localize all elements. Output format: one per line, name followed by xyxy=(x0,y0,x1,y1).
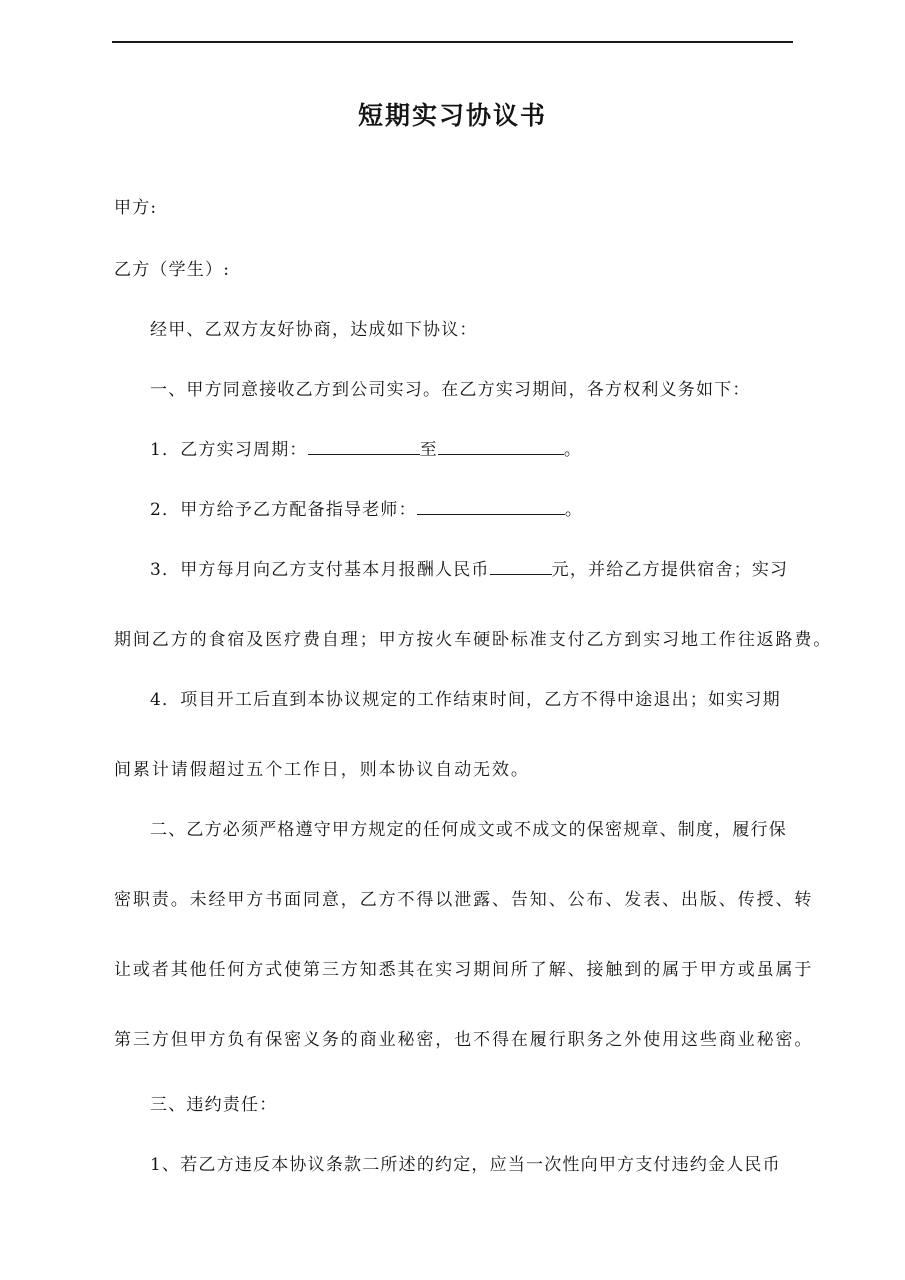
section-2-line-2: 密职责。未经甲方书面同意，乙方不得以泄露、告知、公布、发表、出版、传授、转 xyxy=(114,890,814,910)
section-1-heading: 一、甲方同意接收乙方到公司实习。在乙方实习期间，各方权利义务如下： xyxy=(150,380,751,400)
mentor-name-blank[interactable] xyxy=(417,498,565,515)
section-1-item-4-continued: 间累计请假超过五个工作日，则本协议自动无效。 xyxy=(114,760,530,780)
item-3-prefix: 3．甲方每月向乙方支付基本月报酬人民币 xyxy=(150,560,490,580)
item-2-prefix: 2．甲方给予乙方配备指导老师： xyxy=(150,500,417,520)
section-1-item-3-continued: 期间乙方的食宿及医疗费自理；甲方按火车硬卧标准支付乙方到实习地工作往返路费。 xyxy=(114,630,833,650)
section-3-heading: 三、违约责任： xyxy=(150,1095,278,1115)
document-title: 短期实习协议书 xyxy=(357,101,547,130)
internship-end-blank[interactable] xyxy=(438,438,564,455)
item-1-middle: 至 xyxy=(419,440,438,460)
item-1-prefix: 1．乙方实习周期： xyxy=(150,440,308,460)
party-b-label: 乙方（学生）: xyxy=(114,260,231,280)
monthly-pay-blank[interactable] xyxy=(490,558,552,575)
section-2-line-4: 第三方但甲方负有保密义务的商业秘密，也不得在履行职务之外使用这些商业秘密。 xyxy=(114,1030,814,1050)
section-1-item-3 xyxy=(150,558,788,582)
section-1-item-1 xyxy=(150,438,582,462)
item-2-suffix: 。 xyxy=(564,500,584,520)
header-rule xyxy=(112,41,793,43)
section-3-item-1: 1、若乙方违反本协议条款二所述的约定，应当一次性向甲方支付违约金人民币 xyxy=(150,1155,781,1175)
section-2-line-3: 让或者其他任何方式使第三方知悉其在实习期间所了解、接触到的属于甲方或虽属于 xyxy=(114,960,814,980)
section-2-line-1: 二、乙方必须严格遵守甲方规定的任何成文或不成文的保密规章、制度，履行保 xyxy=(150,820,787,840)
section-1-item-4: 4．项目开工后直到本协议规定的工作结束时间，乙方不得中途退出；如实习期 xyxy=(150,690,781,710)
intro-paragraph: 经甲、乙双方友好协商，达成如下协议： xyxy=(150,320,478,340)
internship-start-blank[interactable] xyxy=(308,438,420,455)
party-a-label: 甲方: xyxy=(114,198,158,218)
section-1-item-2 xyxy=(150,498,583,522)
item-1-suffix: 。 xyxy=(563,440,583,460)
item-3-suffix: 元，并给乙方提供宿舍；实习 xyxy=(551,560,789,580)
